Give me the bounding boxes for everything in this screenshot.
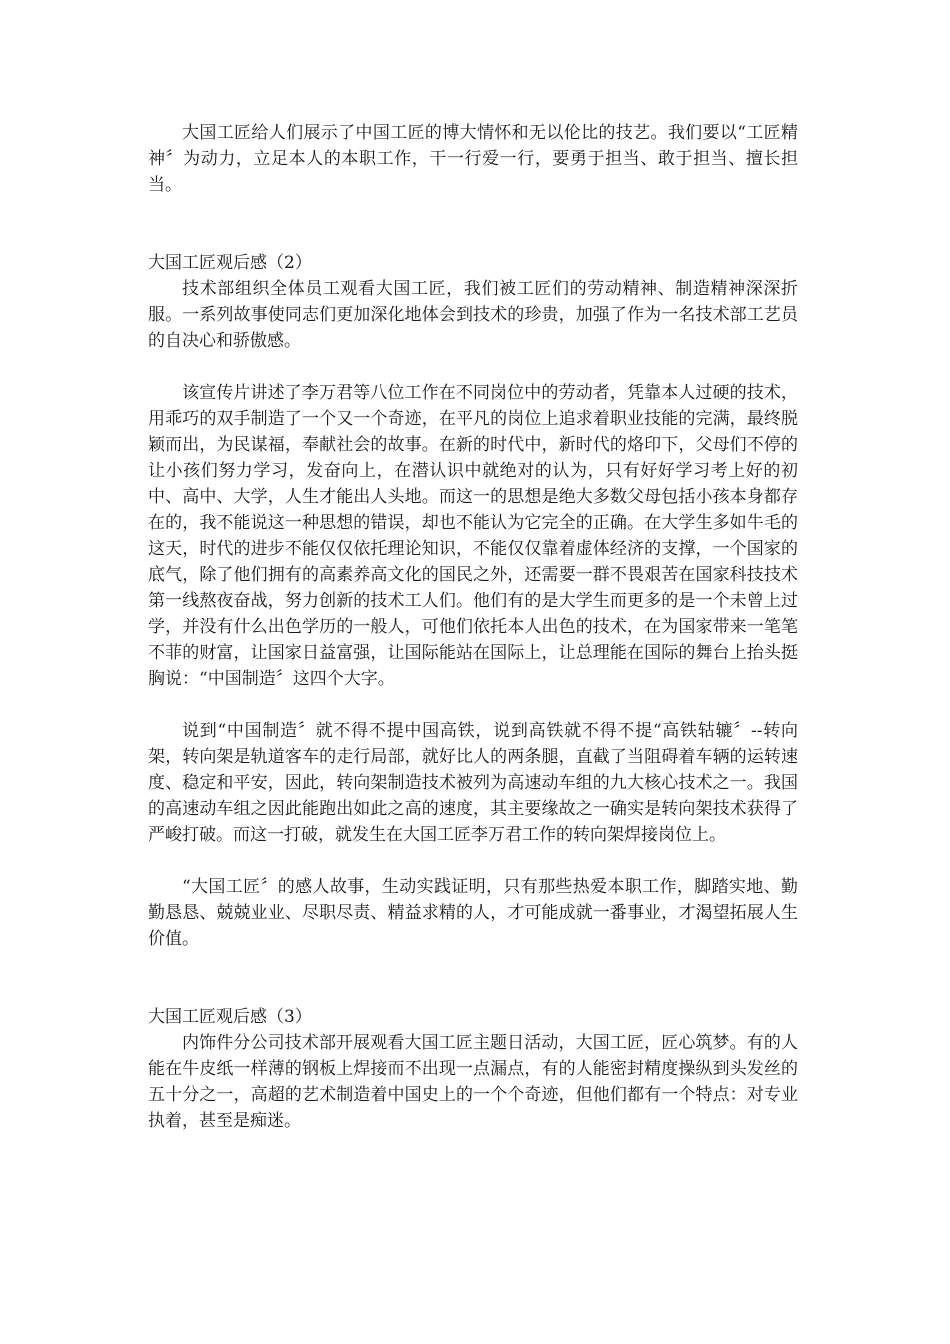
paragraph-spacer: [148, 848, 798, 874]
section-2-paragraph-1: 技术部组织全体员工观看大国工匠，我们被工匠们的劳动精神、制造精神深深折服。一系列故事使同志们更加深化地体会到技术的珍贵，加强了作为一名技术部工艺员的自决心和骄傲感。: [148, 279, 798, 351]
paragraph-spacer: [148, 692, 798, 718]
section-2-heading: 大国工匠观后感（2）: [148, 253, 312, 273]
section-2-paragraph-2: 该宣传片讲述了李万君等八位工作在不同岗位中的劳动者，凭靠本人过硬的技术，用乖巧的双手制造了一个又一个奇迹，在平凡的岗位上追求着职业技能的完满，最终脱颖而出，为民谋福，奉献社会的故事。在新的时代中，新时代的烙印下，父母们不停的让小孩们努力学习，发奋向上，在潜认识中就绝对的认为，只有好好学习考上好的初中、高中、大学，人生才能出人头地。而这一的思想是绝大多数父母包括小孩本身都存在的，我不能说这一种思想的错误，却也不能认为它完全的正确。在大学生多如牛毛的这天，时代的进步不能仅仅依托理论知识，不能仅仅靠着虚体经济的支撑，一个国家的底气，除了他们拥有的高素养高文化的国民之外，还需要一群不畏艰苦在国家科技技术第一线熬夜奋战，努力创新的技术工人们。他们有的是大学生而更多的是一个未曾上过学，并没有什么出色学历的一般人，可他们依托本人出色的技术，在为国家带来一笔笔不菲的财富，让国家日益富强，让国际能站在国际上，让总理能在国际的舞台上抬头挺胸说：“中国制造〞这四个大字。: [148, 383, 798, 689]
section-2-paragraph-3: 说到“中国制造〞就不得不提中国高铁，说到高铁就不得不提“高铁轱辘〞--转向架，转向架是轨道客车的走行局部，就好比人的两条腿，直截了当阻碍着车辆的运转速度、稳定和平安，因此，转向架制造技术被列为高速动车组的九大核心技术之一。我国的高速动车组之因此能跑出如此之高的速度，其主要缘故之一确实是转向架技术获得了严峻打破。而这一打破，就发生在大国工匠李万君工作的转向架焊接岗位上。: [148, 721, 798, 845]
section-3-paragraph-1: 内饰件分公司技术部开展观看大国工匠主题日活动，大国工匠，匠心筑梦。有的人能在牛皮纸一样薄的钢板上焊接而不出现一点漏点，有的人能密封精度操纵到头发丝的五十分之一，高超的艺术制造着中国史上的一个个奇迹，但他们都有一个特点：对专业执着，甚至是痴迷。: [148, 1033, 798, 1131]
document-page: [148, 120, 798, 1134]
intro-paragraph: 大国工匠给人们展示了中国工匠的博大情怀和无以伦比的技艺。我们要以“工匠精神〞为动力，立足本人的本职工作，干一行爱一行，要勇于担当、敢于担当、擅长担当。: [148, 123, 798, 195]
section-2-paragraph-4: “大国工匠〞的感人故事，生动实践证明，只有那些热爱本职工作，脚踏实地、勤勤恳恳、兢兢业业、尽职尽责、精益求精的人，才可能成就一番事业，才渴望拓展人生价值。: [148, 877, 798, 949]
section-3-heading: 大国工匠观后感（3）: [148, 1007, 312, 1027]
section-spacer: [148, 952, 798, 1004]
section-spacer: [148, 198, 798, 250]
paragraph-spacer: [148, 354, 798, 380]
